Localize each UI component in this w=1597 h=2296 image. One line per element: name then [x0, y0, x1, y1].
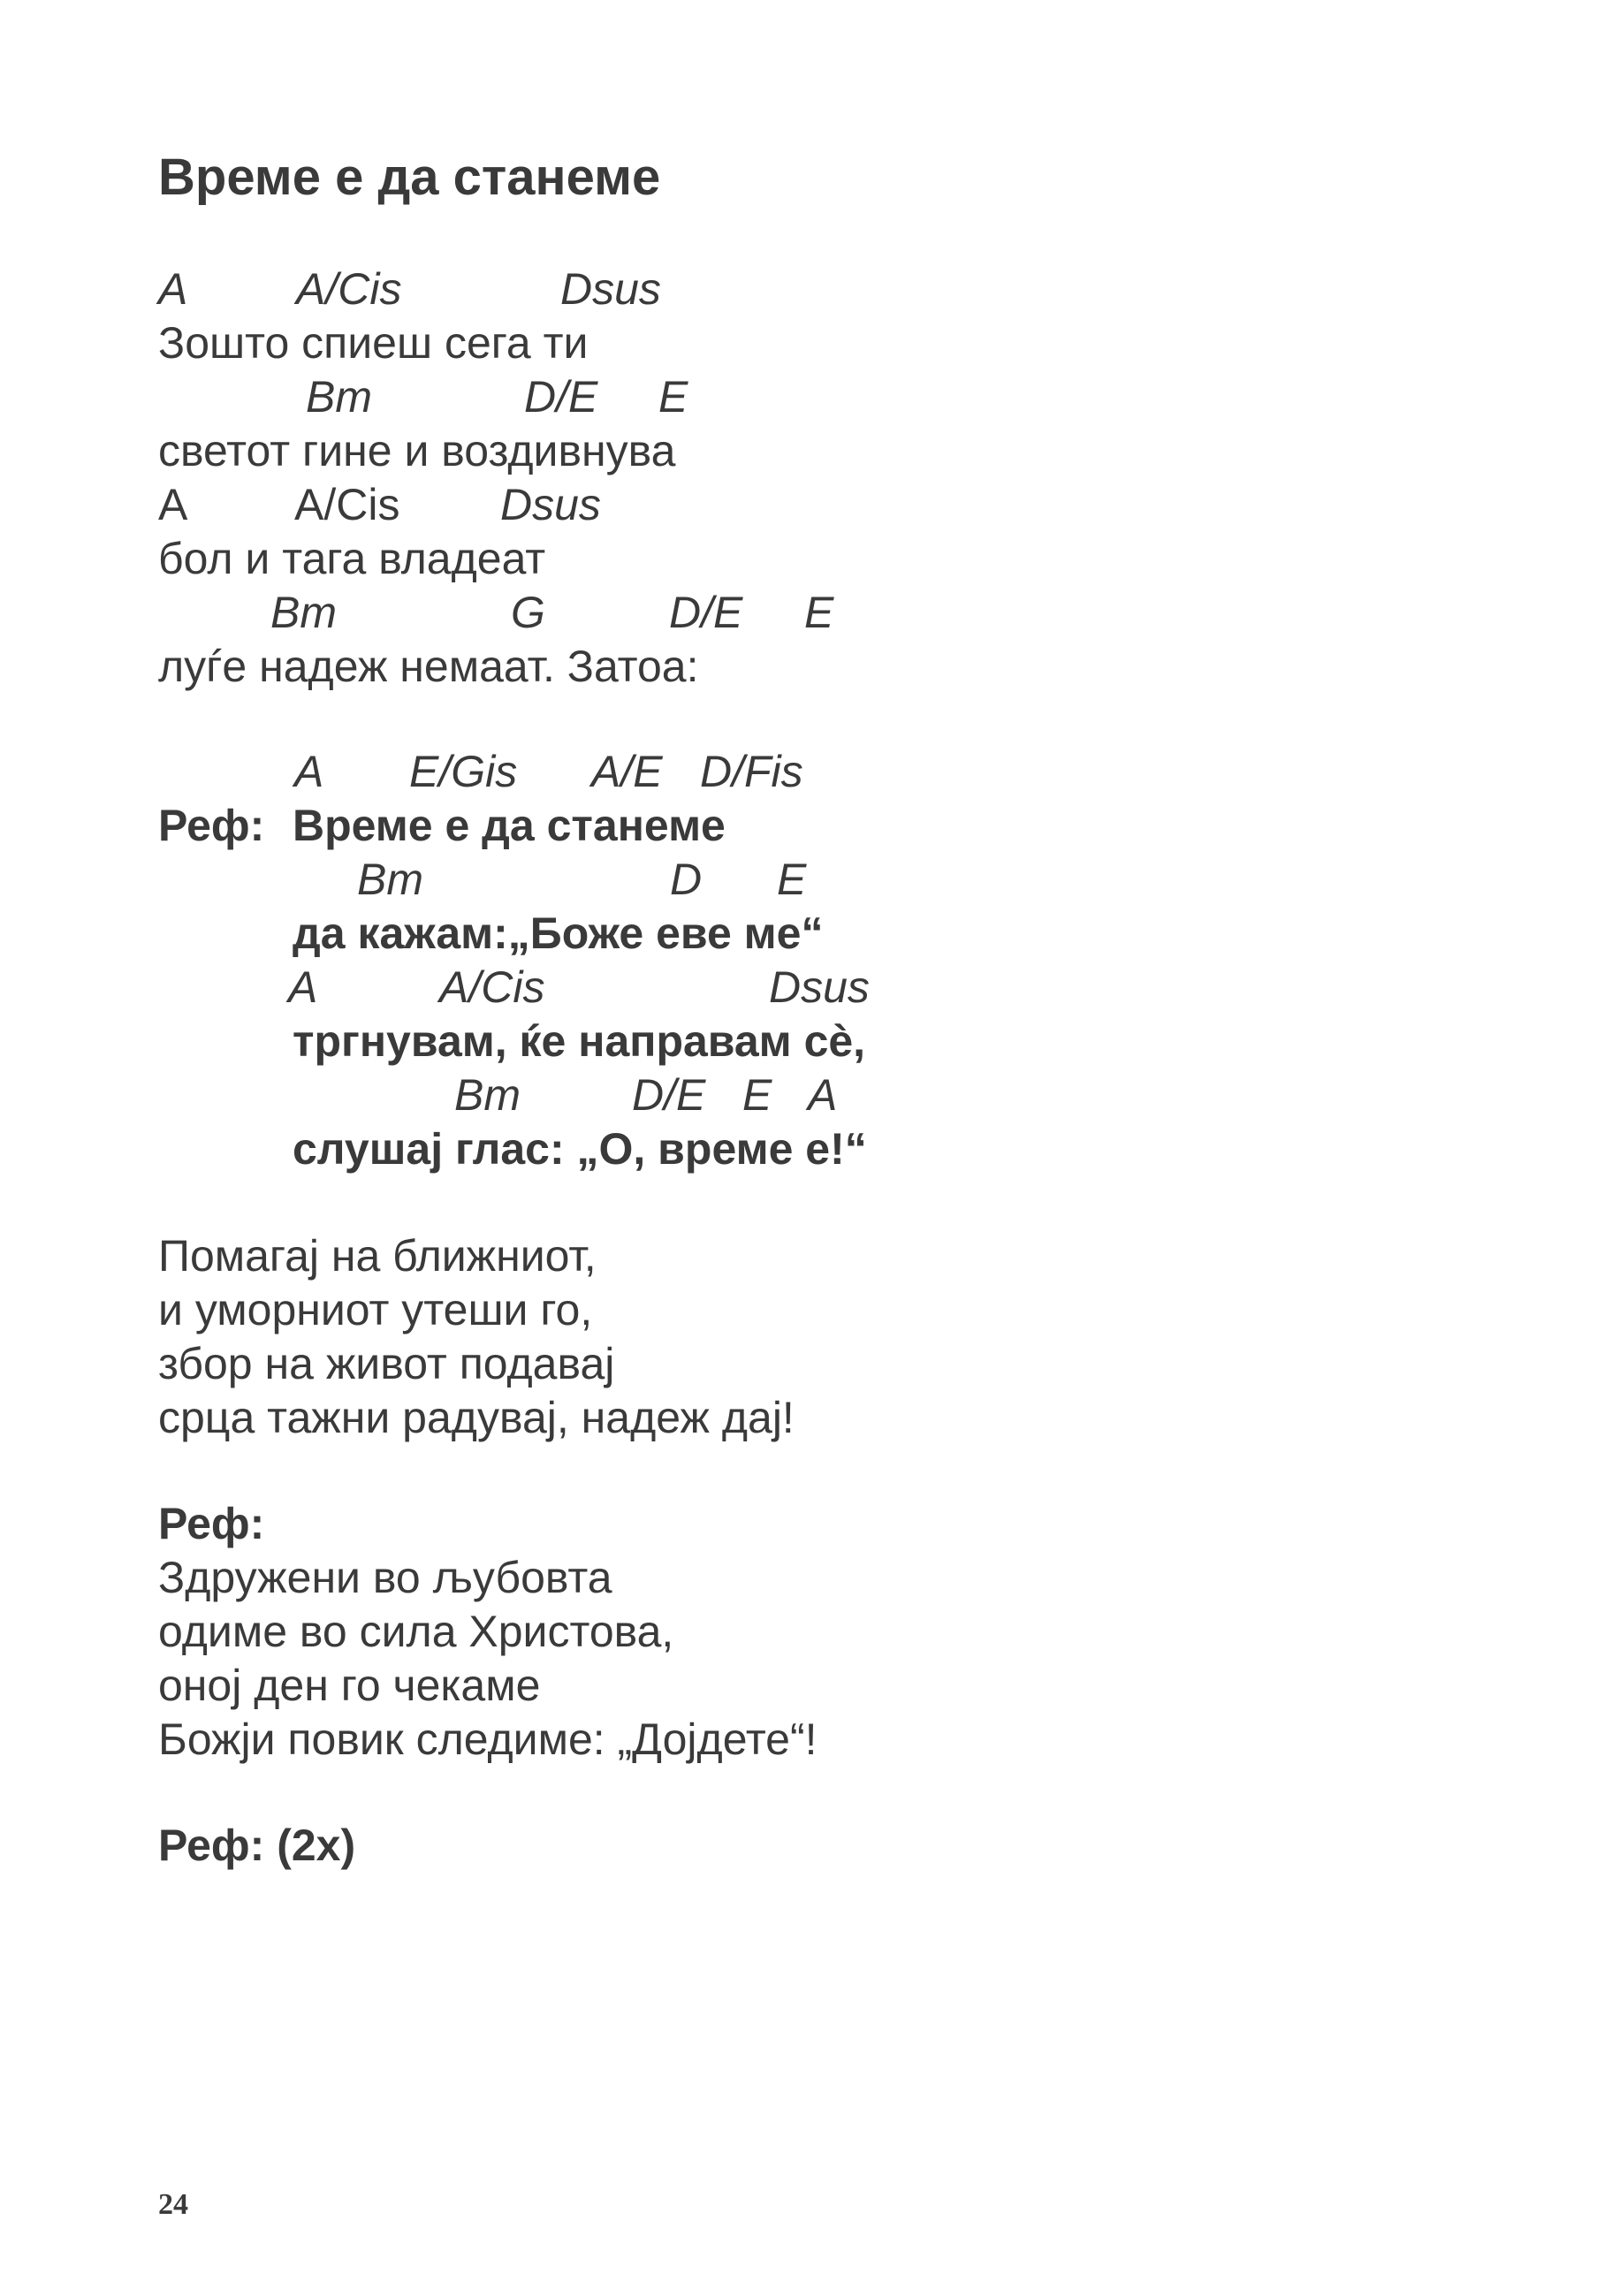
chord: Bm: [306, 372, 372, 422]
lyric-line: светот гине и воздивнува: [158, 426, 676, 475]
lyric-line: бол и тага владеат: [158, 534, 546, 583]
chord: A: [288, 962, 318, 1012]
chord: A: [158, 264, 188, 314]
lyric-line: Божји повик следиме: „Дојдете“!: [158, 1714, 818, 1764]
refrain-reference: Реф:: [158, 1499, 265, 1548]
chord: A/Cis: [294, 480, 400, 529]
chord: D/E: [524, 372, 598, 422]
chord: A: [158, 480, 188, 529]
chord: A/Cis: [296, 264, 402, 314]
chord: D/E: [669, 588, 743, 637]
chord: Dsus: [769, 962, 870, 1012]
chord: E: [742, 1070, 772, 1120]
lyric-line: Здружени во љубовта: [158, 1553, 612, 1602]
refrain-lyric-line: Време е да станеме: [293, 801, 726, 850]
chord: Bm: [454, 1070, 521, 1120]
lyric-line: Помагај на ближниот,: [158, 1231, 597, 1281]
chord: D/E: [632, 1070, 706, 1120]
chord: E: [777, 855, 807, 904]
lyric-line: луѓе надеж немаат. Затоа:: [158, 642, 699, 691]
chord: A: [294, 747, 324, 796]
chord: A/E: [591, 747, 663, 796]
chord: E/Gis: [409, 747, 518, 796]
chord: Dsus: [560, 264, 661, 314]
refrain-lyric-line: да кажам:„Боже еве ме“: [293, 909, 824, 958]
chord: Dsus: [500, 480, 601, 529]
chord: E: [658, 372, 688, 422]
chord: D: [670, 855, 703, 904]
lyric-line: збор на живот подавај: [158, 1339, 615, 1388]
lyric-line: одиме во сила Христова,: [158, 1607, 674, 1656]
chord: E: [804, 588, 834, 637]
song-title: Време е да станеме: [158, 148, 661, 206]
refrain-reference: Реф: (2x): [158, 1821, 356, 1870]
refrain-lyric-line: слушај глас: „О, време е!“: [293, 1124, 867, 1174]
chord: Bm: [357, 855, 423, 904]
lyric-line: срца тажни радувај, надеж дај!: [158, 1393, 795, 1442]
chord: Bm: [270, 588, 337, 637]
refrain-lyric-line: тргнувам, ќе направам сè,: [293, 1016, 866, 1066]
refrain-label: Реф:: [158, 801, 265, 850]
chord: G: [511, 588, 545, 637]
chord: A/Cis: [439, 962, 545, 1012]
page-number: 24: [158, 2188, 188, 2221]
lyric-line: и уморниот утеши го,: [158, 1285, 593, 1334]
lyric-line: оној ден го чекаме: [158, 1661, 541, 1710]
chord: D/Fis: [700, 747, 803, 796]
lyric-line: Зошто спиеш сега ти: [158, 318, 589, 368]
chord: A: [808, 1070, 838, 1120]
